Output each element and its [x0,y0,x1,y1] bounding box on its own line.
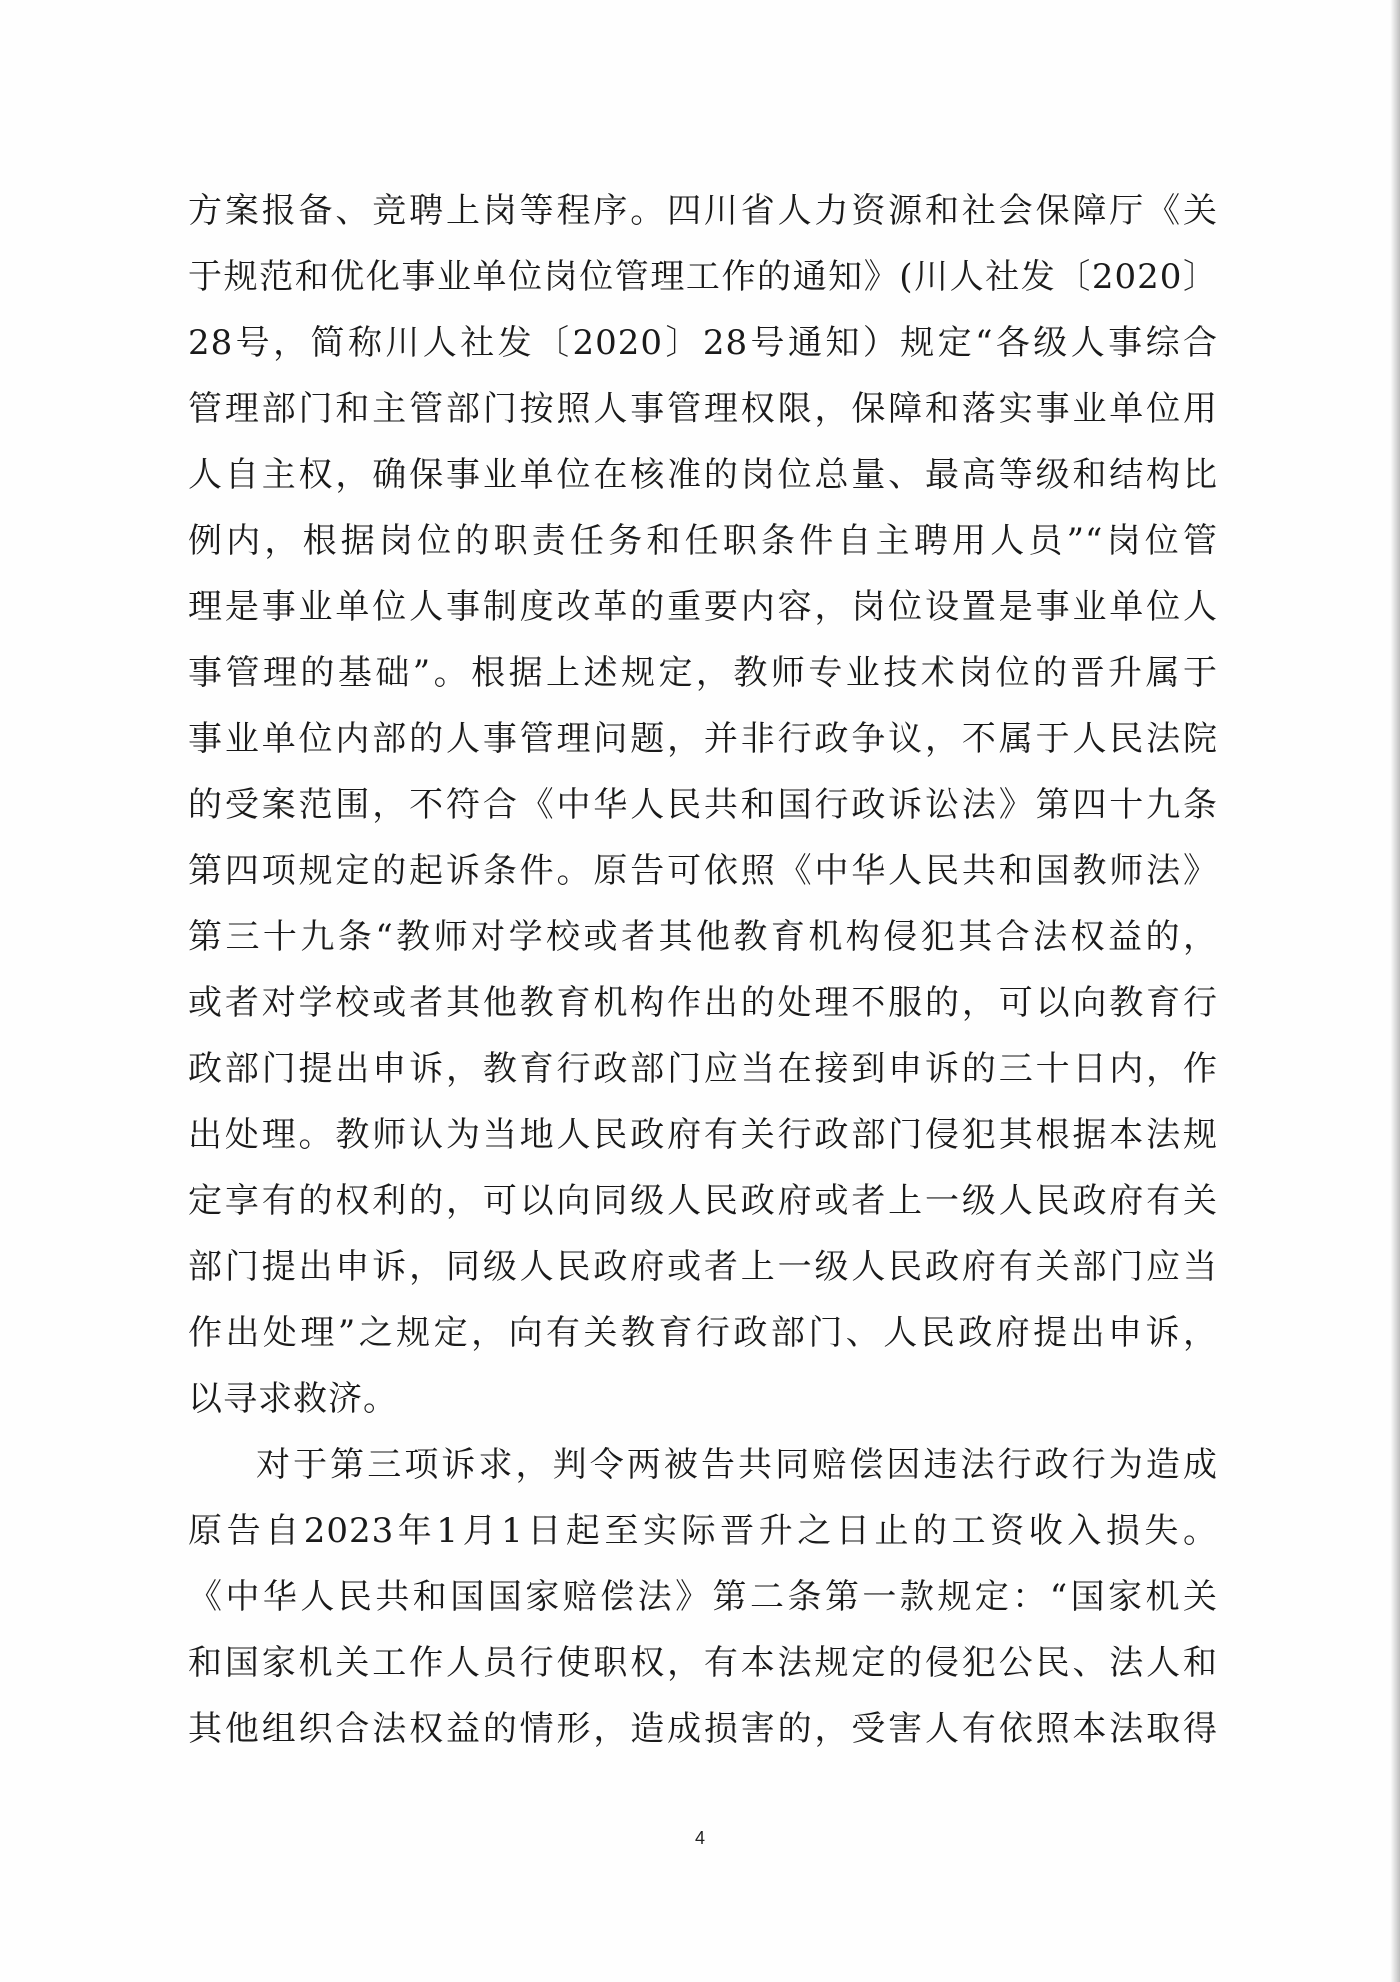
text-line: 28号，简称川人社发〔2020〕28号通知）规定“各级人事综合 [188,323,1218,363]
text-line: 事管理的基础”。根据上述规定，教师专业技术岗位的晋升属于 [188,653,1218,693]
text-line: 政部门提出申诉，教育行政部门应当在接到申诉的三十日内，作 [188,1049,1218,1089]
body-text [188,178,1218,1762]
text-line: 理是事业单位人事制度改革的重要内容，岗位设置是事业单位人 [188,587,1218,627]
paragraph-end-line: 以寻求救济。 [188,1379,398,1419]
text-line: 部门提出申诉，同级人民政府或者上一级人民政府有关部门应当 [188,1247,1218,1287]
text-line: 其他组织合法权益的情形，造成损害的，受害人有依照本法取得 [188,1709,1218,1749]
text-line: 事业单位内部的人事管理问题，并非行政争议，不属于人民法院 [188,719,1218,759]
text-line: 于规范和优化事业单位岗位管理工作的通知》(川人社发〔2020〕 [188,257,1218,297]
text-line: 第三十九条“教师对学校或者其他教育机构侵犯其合法权益的， [188,917,1218,957]
text-line: 定享有的权利的，可以向同级人民政府或者上一级人民政府有关 [188,1181,1218,1221]
text-line: 作出处理”之规定，向有关教育行政部门、人民政府提出申诉， [188,1313,1218,1353]
text-line: 或者对学校或者其他教育机构作出的处理不服的，可以向教育行 [188,983,1218,1023]
scan-edge-shadow [1390,0,1400,1982]
text-line: 《中华人民共和国国家赔偿法》第二条第一款规定：“国家机关 [188,1577,1218,1617]
text-line: 和国家机关工作人员行使职权，有本法规定的侵犯公民、法人和 [188,1643,1218,1683]
text-line: 出处理。教师认为当地人民政府有关行政部门侵犯其根据本法规 [188,1115,1218,1155]
text-line: 例内，根据岗位的职责任务和任职条件自主聘用人员”“岗位管 [188,521,1218,561]
text-line: 第四项规定的起诉条件。原告可依照《中华人民共和国教师法》 [188,851,1218,891]
text-line: 方案报备、竞聘上岗等程序。四川省人力资源和社会保障厅《关 [188,191,1218,231]
text-line: 管理部门和主管部门按照人事管理权限，保障和落实事业单位用 [188,389,1218,429]
text-line: 原告自2023年1月1日起至实际晋升之日止的工资收入损失。 [188,1511,1218,1551]
page-number: 4 [694,1828,705,1848]
text-line: 人自主权，确保事业单位在核准的岗位总量、最高等级和结构比 [188,455,1218,495]
text-line: 的受案范围，不符合《中华人民共和国行政诉讼法》第四十九条 [188,785,1218,825]
paragraph-first-line: 对于第三项诉求，判令两被告共同赔偿因违法行政行为造成 [256,1445,1218,1485]
